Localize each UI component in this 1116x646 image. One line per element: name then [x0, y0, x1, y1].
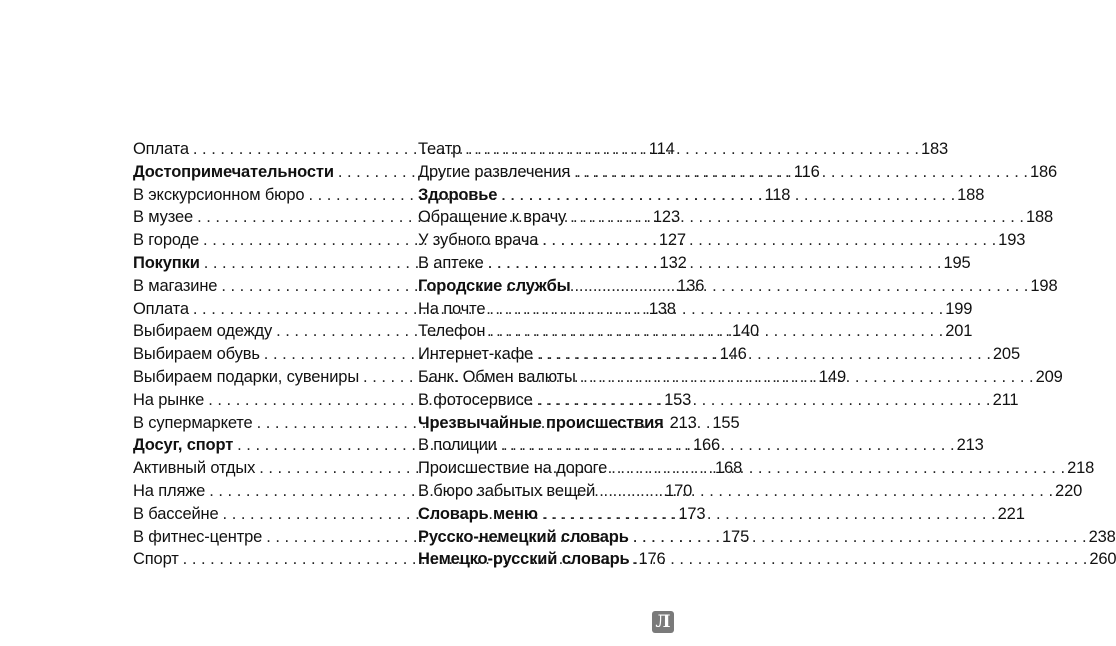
toc-entry-title: В супермаркете	[133, 413, 253, 432]
toc-entry-page: 188	[957, 185, 985, 204]
toc-entry-page: 132	[659, 253, 687, 272]
toc-entry-page: 195	[943, 253, 971, 272]
toc-entry-title: Другие развлечения	[418, 162, 571, 181]
dot-leader	[574, 161, 1028, 184]
dot-leader	[488, 252, 942, 275]
toc-entry-title: В магазине	[133, 276, 218, 295]
toc-entry-page: 199	[945, 299, 973, 318]
toc-entry-page: 127	[658, 231, 686, 250]
toc-entry-page: 155	[712, 413, 740, 432]
dot-leader	[501, 184, 955, 207]
toc-entry	[418, 480, 1083, 503]
toc-entry-page: 170	[665, 481, 693, 500]
dot-leader	[542, 503, 996, 526]
toc-entry	[418, 412, 697, 435]
logo-letter: Л	[655, 612, 671, 632]
toc-entry-title: В городе	[133, 231, 200, 250]
toc-entry-title: Театр	[418, 140, 462, 158]
toc-entry-title: В бюро забытых вещей	[418, 481, 596, 500]
dot-leader	[580, 366, 1034, 389]
toc-entry-page: 201	[945, 322, 973, 341]
toc-entry-title: На почте	[418, 299, 486, 318]
toc-entry-page: 188	[1026, 208, 1054, 227]
toc-entry-page: 209	[1035, 367, 1063, 386]
toc-entry-title: В фотосервисе	[418, 390, 533, 409]
toc-entry-page: 213	[956, 436, 984, 455]
dot-leader	[542, 229, 996, 252]
toc-entry-page: 213	[669, 413, 697, 432]
toc-entry-title: В фитнес-центре	[133, 527, 263, 546]
toc-entry-title: Досуг, спорт	[133, 436, 234, 455]
toc-entry-title: Происшествие на дороге	[418, 459, 608, 478]
toc-entry-title: Чрезвычайные происшествия	[418, 413, 664, 432]
toc-entry-title: Оплата	[133, 140, 189, 158]
toc-entry-title: В бассейне	[133, 504, 219, 523]
toc-entry-page: 140	[731, 322, 760, 341]
toc-entry-page: 183	[920, 140, 949, 158]
toc-entry-title: Здоровье	[418, 185, 498, 204]
toc-entry-title: Активный отдых	[133, 459, 256, 478]
toc-entry-title: Спорт	[133, 550, 179, 569]
toc-entry-page: 123	[652, 208, 680, 227]
toc-entry-page: 221	[997, 504, 1025, 523]
toc-entry-title: В аптеке	[418, 253, 484, 272]
toc-entry-title: Выбираем обувь	[133, 345, 260, 364]
dot-leader	[611, 457, 1065, 480]
toc-entry-page: 218	[1067, 459, 1095, 478]
toc-entry	[418, 548, 1116, 571]
toc-entry-page: 193	[998, 231, 1026, 250]
toc-entry-page: 114	[648, 140, 675, 158]
dot-leader	[537, 343, 991, 366]
toc-entry-title: Обращение к врачу	[418, 208, 567, 227]
toc-entry-title: В музее	[133, 208, 194, 227]
dot-leader	[465, 138, 919, 161]
dot-leader	[489, 298, 943, 321]
toc-entry-title: Достопримечательности	[133, 162, 334, 181]
toc-entry-page: 116	[793, 162, 820, 181]
toc-entry-page: 260	[1089, 550, 1116, 569]
toc-entry-title: Телефон	[418, 322, 486, 341]
dot-leader	[599, 480, 1053, 503]
toc-entry-title: В полиции	[418, 436, 497, 455]
toc-entry-page: 186	[1029, 162, 1058, 181]
toc-entry-page: 173	[678, 504, 706, 523]
toc-entry-page: 146	[719, 345, 747, 364]
publisher-logo-icon	[652, 611, 674, 633]
dot-leader	[634, 548, 1088, 571]
toc-entry-title: Немецко-русский словарь	[418, 550, 630, 569]
toc-entry-title: Покупки	[133, 253, 200, 272]
toc-entry	[418, 229, 1026, 252]
toc-entry-title: На рынке	[133, 390, 205, 409]
toc-entry	[418, 298, 973, 321]
toc-entry-title: Русско-немецкий словарь	[418, 527, 629, 546]
toc-entry-page: 153	[664, 390, 692, 409]
toc-entry-title: Интернет-кафе	[418, 345, 534, 364]
toc-entry-title: У зубного врача	[418, 231, 539, 250]
toc-entry-page: 176	[638, 550, 666, 569]
toc-entry	[418, 206, 1054, 229]
toc-entry-title: Выбираем подарки, сувениры	[133, 367, 360, 386]
dot-leader	[501, 434, 955, 457]
toc-entry-page: 118	[764, 185, 791, 204]
dot-leader	[537, 389, 991, 412]
dot-leader	[633, 526, 1087, 549]
toc-entry	[418, 138, 949, 161]
toc-entry-page: 166	[692, 436, 721, 455]
toc-entry-page: 238	[1088, 527, 1116, 546]
toc-entry-page: 175	[722, 527, 750, 546]
toc-entry-page: 136	[677, 276, 705, 295]
toc-entry	[418, 252, 971, 275]
toc-entry-title: Оплата	[133, 299, 189, 318]
toc-entry-title: Городские службы	[418, 276, 571, 295]
toc-entry-title: На пляже	[133, 481, 206, 500]
toc-entry-page: 138	[648, 299, 676, 318]
toc-entry-page: 168	[715, 459, 743, 478]
dot-leader	[489, 320, 943, 343]
toc-entry-page: 205	[992, 345, 1020, 364]
toc-entry-page: 211	[992, 390, 1019, 409]
dot-leader	[570, 206, 1024, 229]
dot-leader	[575, 275, 1029, 298]
toc-entry-title: Банк. Обмен валюты	[418, 367, 576, 386]
toc-entry-title: Словарь меню	[418, 504, 538, 523]
toc-entry-page: 220	[1055, 481, 1083, 500]
toc-entry-title: В экскурсионном бюро	[133, 185, 305, 204]
toc-entry	[418, 389, 1019, 412]
toc-entry-page: 198	[1030, 276, 1058, 295]
toc-entry-title: Выбираем одежду	[133, 322, 273, 341]
toc-entry-page: 149	[818, 367, 846, 386]
